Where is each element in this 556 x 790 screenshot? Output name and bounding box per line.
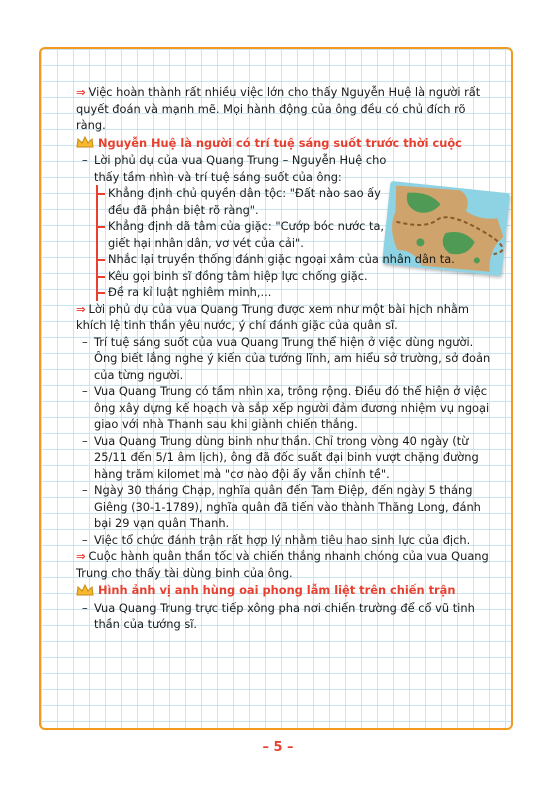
arrow-icon: ⇒ [76,549,86,563]
list-item: – Vua Quang Trung có tầm nhìn xa, trông rộng. Điều đó thể hiện ở việc ông xây dựng kế hoạch và sắp xếp người đảm đương nhiệm vụ ngoại giao với nhà Thanh sau khi giành chiến thắng. [82,384,490,431]
list-item: – Lời phủ dụ của vua Quang Trung – Nguyễn Huệ cho thấy tầm nhìn và trí tuệ sáng suốt của ông: [82,153,387,184]
paragraph-3: ⇒ Cuộc hành quân thần tốc và chiến thắng nhanh chóng của vua Quang Trung cho thấy tài dùng binh của ông. [76,549,489,580]
heading-1: Nguyễn Huệ là người có trí tuệ sáng suốt trước thời cuộc [76,135,496,152]
paragraph-1: ⇒ Việc hoàn thành rất nhiều việc lớn cho thấy Nguyễn Huệ là người rất quyết đoán và mạnh mẽ. Mọi hành động của ông đều có chủ đích rõ ràng. [76,85,481,132]
list-item: – Vua Quang Trung dùng binh như thần. Chỉ trong vòng 40 ngày (từ 25/11 đến 5/1 âm lịch), ông đã đốc suất đại binh vượt chặng đường hàng trăm kilomet mà "cơ nào đội ấy vẫn chỉnh tề". [82,433,479,481]
bracket-item: Khẳng định chủ quyền dân tộc: "Đất nào sao ấy đều đã phân biệt rõ ràng". [108,185,398,218]
list-item: – Ngày 30 tháng Chạp, nghĩa quân đến Tam Điệp, đến ngày 5 tháng Giêng (30-1-1789), nghĩa quân đã tiến vào thành Thăng Long, đánh bại 29 vạn quân Thanh. [82,483,481,530]
bracket-list [96,185,455,301]
content [76,84,496,633]
paragraph-2: ⇒ Lời phủ dụ của vua Quang Trung được xem như một bài hịch nhằm khích lệ tinh thần yêu nước, ý chí đánh giặc của quân sĩ. [76,301,469,332]
bracket-item: Nhắc lại truyền thống đánh giặc ngoại xâm của nhân dân ta. [108,251,518,268]
bracket-item: Kêu gọi binh sĩ đồng tâm hiệp lực chống giặc. [108,268,518,285]
arrow-icon: ⇒ [76,85,86,99]
arrow-icon: ⇒ [76,301,86,316]
bracket-item: Đề ra kỉ luật nghiêm minh,... [108,284,398,301]
list-item: – Trí tuệ sáng suốt của vua Quang Trung thể hiện ở việc dùng người. Ông biết lắng nghe ý kiến của tướng lĩnh, am hiểu sở trường, sở đoản của từng người. [82,334,491,382]
page-number: – 5 – [262,740,294,755]
list-item: – Vua Quang Trung trực tiếp xông pha nơi chiến trường để cổ vũ tinh thần của tướng sĩ. [82,600,475,631]
bracket-item: Khẳng định dã tâm của giặc: "Cướp bóc nước ta, giết hại nhân dân, vơ vét của cải". [108,218,398,251]
crown-icon [76,136,94,149]
heading-2: Hình ảnh vị anh hùng oai phong lẫm liệt trên chiến trận [76,582,496,599]
crown-icon [76,584,94,597]
list-item: – Việc tổ chức đánh trận rất hợp lý nhằm tiêu hao sinh lực của địch. [82,532,471,547]
